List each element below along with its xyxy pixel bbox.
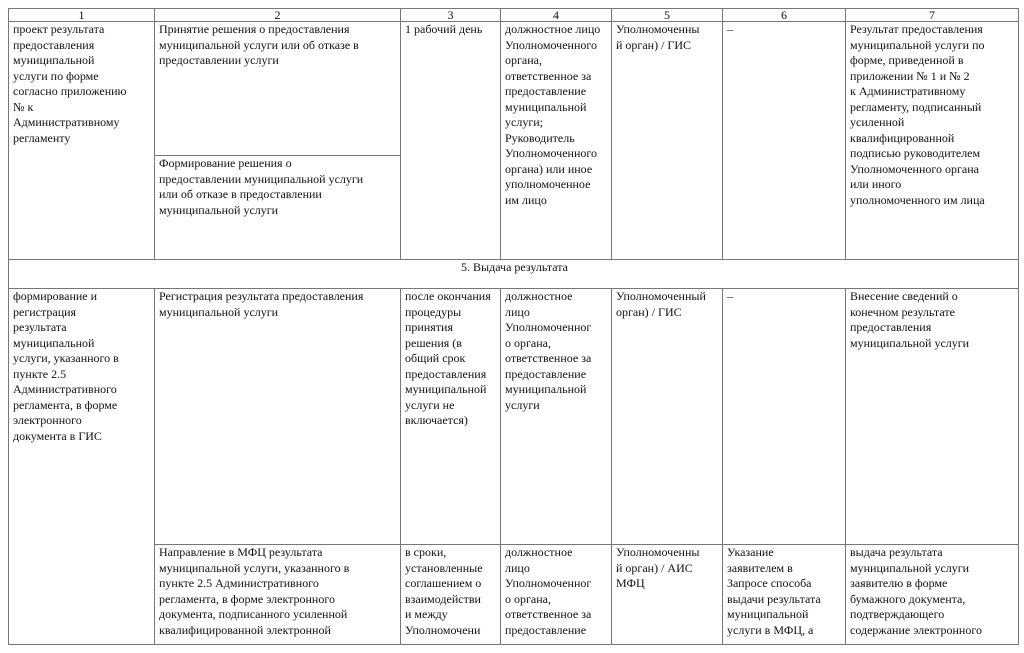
result-cell: выдача результата муниципальной услуги заявителю в форме бумажного документа, подтверждающего содержание электронного	[846, 545, 1019, 645]
table-row	[9, 22, 1019, 156]
duration-cell: после окончания процедуры принятия решения (в общий срок предоставления муниципальной услуги не включается)	[401, 289, 501, 545]
document-page	[8, 8, 1018, 645]
column-number: 6	[723, 9, 846, 22]
responsible-cell: должностное лицо Уполномоченног о органа, ответственное за предоставление муниципальной услуги	[501, 289, 612, 545]
action-cell: Принятие решения о предоставления муниципальной услуги или об отказе в предоставлении услуги	[155, 22, 401, 156]
process-table	[8, 8, 1019, 645]
column-number: 3	[401, 9, 501, 22]
basis-cell: проект результата предоставления муниципальной услуги по форме согласно приложению № к Административному регламенту	[9, 22, 155, 260]
section-title: 5. Выдача результата	[9, 260, 1019, 289]
column-number: 1	[9, 9, 155, 22]
criteria-cell: Указание заявителем в Запросе способа выдачи результата муниципальной услуги в МФЦ, а	[723, 545, 846, 645]
responsible-cell: должностное лицо Уполномоченного органа, ответственное за предоставление муниципальной услуги; Руководитель Уполномоченного органа) или иное уполномоченное им лицо	[501, 22, 612, 260]
duration-cell: в сроки, установленные соглашением о взаимодействи и между Уполномочени	[401, 545, 501, 645]
column-number: 2	[155, 9, 401, 22]
basis-cell: формирование и регистрация результата муниципальной услуги, указанного в пункте 2.5 Административного регламента, в форме электронного документа в ГИС	[9, 289, 155, 645]
section-heading-row	[9, 260, 1019, 289]
responsible-cell: должностное лицо Уполномоченног о органа, ответственное за предоставление	[501, 545, 612, 645]
column-number: 5	[612, 9, 723, 22]
system-cell: Уполномоченны й орган) / АИС МФЦ	[612, 545, 723, 645]
action-cell: Формирование решения о предоставлении муниципальной услуги или об отказе в предоставлении муниципальной услуги	[155, 156, 401, 260]
column-number-row	[9, 9, 1019, 22]
table-row	[9, 289, 1019, 545]
duration-cell: 1 рабочий день	[401, 22, 501, 260]
column-number: 4	[501, 9, 612, 22]
column-number: 7	[846, 9, 1019, 22]
action-cell: Направление в МФЦ результата муниципальной услуги, указанного в пункте 2.5 Административного регламента, в форме электронного документа, подписанного усиленной квалифицированной электронной	[155, 545, 401, 645]
result-cell: Внесение сведений о конечном результате предоставления муниципальной услуги	[846, 289, 1019, 545]
system-cell: Уполномоченный орган) / ГИС	[612, 289, 723, 545]
criteria-cell: –	[723, 289, 846, 545]
table-row	[9, 545, 1019, 645]
result-cell: Результат предоставления муниципальной услуги по форме, приведенной в приложении № 1 и № 2 к Административному регламенту, подписанный усиленной квалифицированной подписью руководителем Уполномоченного органа или иного уполномоченного им лица	[846, 22, 1019, 260]
system-cell: Уполномоченны й орган) / ГИС	[612, 22, 723, 260]
action-cell: Регистрация результата предоставления муниципальной услуги	[155, 289, 401, 545]
criteria-cell: –	[723, 22, 846, 260]
